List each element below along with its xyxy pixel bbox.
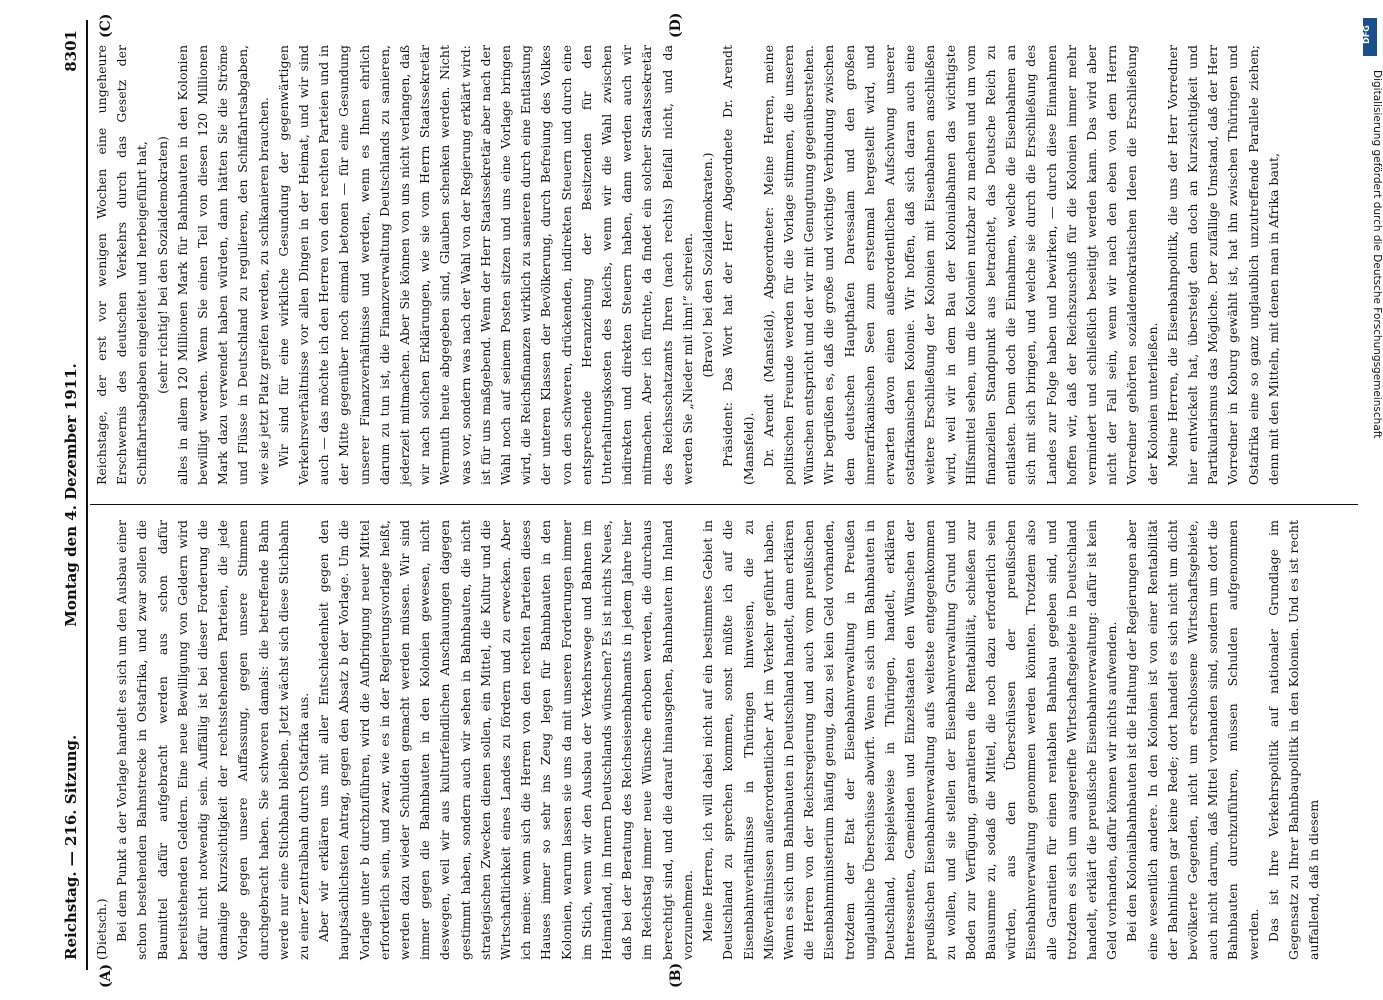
- paragraph: Wir sind für eine wirkliche Gesundung der gegenwärtigen Verkehrsverhältnisse vor allen Dingen in der Heimat, und wir sind auch — das möchte ich den Herren von den rechten Parteien und in der Mitte gegenüber noch einmal betonen — für eine Gesundung unserer Finanzverhältnisse und werden, wenn es Ihnen ehrlich darum zu tun ist, die Finanzverwaltung Deutschlands zu sanieren, jederzeit mitmachen. Aber Sie können von uns nicht verlangen, daß wir nach solchen Erklärungen, wie sie vom Herrn Staatssekretär Wermuth heute abgegeben sind, Glauben schenken werden. Nicht was vor, sondern was nach der Wahl von der Regierung erklärt wird: ist für uns maßgebend. Wenn der Herr Staatssekretär aber nach der Wahl noch auf seinem Posten sitzen und uns eine Vorlage bringen wird, die Reichsfinanzen wirklich zu sanieren durch eine Entlastung der unteren Klassen der Bevölkerung, durch Befreiung des Volkes von den schweren, drückenden, indirekten Steuern und durch eine entsprechende Heranziehung der Besitzenden für den Unterhaltungskosten des Reichs, wenn wir die Wahl zwischen indirekten und direkten Steuern haben, dann werden auch wir mitmachen. Aber ich fürchte, da findet ein solcher Staatssekretär des Reichsschatzamts Ihren (nach rechts) Beifall nicht, und da werden Sie „Nieder mit ihm!“ schreien.: [275, 45, 695, 485]
- dfg-logo: DFG: [1363, 18, 1377, 56]
- left-column: [92, 520, 1324, 960]
- page-number: 8301: [62, 30, 80, 72]
- column-divider: [90, 504, 1358, 505]
- margin-marker-d: (D): [668, 12, 684, 38]
- paragraph: alles in allem 120 Millionen Mark für Bahnbauten in den Kolonien bewilligt werden. Wenn Sie einen Teil von diesen 120 Millionen Mark dazu verwendet haben würden, dann hätten Sie die Ströme und Flüsse in Deutschland zu regulieren, den Schiffahrtsabgaben, wie sie jetzt Platz greifen werden, zu schikanieren brauchen.: [174, 45, 271, 485]
- president-remark: Präsident: Das Wort hat der Herr Abgeordnete Dr. Arendt (Mansfeld).: [720, 45, 756, 485]
- margin-marker-b: (B): [668, 962, 684, 988]
- paragraph: Bei dem Punkt a der Vorlage handelt es sich um den Ausbau einer schon bestehenden Bahnstrecke in Ostafrika, und zwar sollen die Baumittel dafür aufgebracht werden aus schon dafür bereitstehenden Geldern. Eine neue Bewilligung von Geldern wird dafür nicht notwendig sein. Auffällig ist bei dieser Forderung die damalige Kurzsichtigkeit der rechtsstehenden Parteien, die jede Vorlage gegen unsere Auffassung, gegen unsere Stimmen durchgebracht haben. Sie schworen damals: die betreffende Bahn werde nur eine Stichbahn bleiben. Jetzt wächst sich diese Stichbahn zu einer Zentralbahn durch Ostafrika aus.: [114, 520, 312, 960]
- interjection: (Bravo! bei den Sozialdemokraten.): [700, 152, 716, 378]
- paragraph: Aber wir erklären uns mit aller Entschiedenheit gegen den hauptsächlichsten Antrag, gegen den Absatz b der Vorlage. Um die Vorlage unter b durchzuführen, wird die Aufbringung neuer Mittel erforderlich sein, und zwar, wie es in der Regierungsvorlage heißt, werden dazu wieder Schulden gemacht werden müssen. Wir sind immer gegen die Bahnbauten in den Kolonien gewesen, nicht deswegen, weil wir aus kulturfeindlichen Anschauungen dagegen gestimmt haben, sondern auch wir sehen in Bahnbauten, die nicht strategischen Zwecken dienen sollen, ein Mittel, die Kultur und die Wirtschaftlichkeit eines Landes zu fördern und zu erwecken. Aber ich meine: wenn sich die Herren von den rechten Parteien dieses Hauses immer so sehr ins Zeug legen für Bahnbauten in den Kolonien, warum lassen sie uns da mit unseren Forderungen immer im Stich, wenn wir den Ausbau der Verkehrswege und Bahnen im Heimatland, im Innern Deutschlands wünschen? Es ist nichts Neues, daß bei der Beratung des Reichseisenbahnamts in jedem Jahre hier im Reichstag immer neue Wünsche erhoben werden, die durchaus berechtigt sind, und die darauf hinausgehen, Bahnbauten im Inland vorzunehmen.: [316, 520, 695, 960]
- header-rule: [86, 20, 88, 970]
- paragraph: Reichstage, der erst vor wenigen Wochen eine ungeheure Erschwernis des deutschen Verkehrs durch das Gesetz der Schiffahrtsabgaben eingeleitet und herbeigeführt hat,: [94, 45, 150, 485]
- paragraph: Bei den Kolonialbahnbauten ist die Haltung der Regierungen aber eine wesentlich andere. In den Kolonien ist von einer Rentabilität der Bahnlinien gar keine Rede; dort handelt es sich nicht um dicht bevölkerte Gegenden, nicht um erschlossene Wirtschaftsgebiete, auch nicht darum, daß Mittel vorhanden sind, sondern um dort die Bahnbauten durchzuführen, müssen Schulden aufgenommen werden.: [1124, 520, 1261, 960]
- digitization-credit: Digitalisierung gefördert durch die Deutsche Forschungsgemeinschaft: [1371, 70, 1383, 439]
- paragraph: Meine Herren, ich will dabei nicht auf ein bestimmtes Gebiet in Deutschland zu sprechen kommen, sonst müßte ich auf die Eisenbahnverhältnisse in Thüringen hinweisen, die zu Mißverhältnissen außerordentlicher Art im Verkehr geführt haben. Wenn es sich um Bahnbauten in Deutschland handelt, dann erklären die Herren von der Reichsregierung und auch vom preußischen Eisenbahnministerium häufig genug, dazu sei kein Geld vorhanden, trotzdem der Etat der Eisenbahnverwaltung in Preußen unglaubliche Überschüsse abwirft. Wenn es sich um Bahnbauten in Deutschland, beispielsweise in Thüringen, handelt, erklären Interessenten, Gemeinden und Einzelstaaten den Wünschen der preußischen Eisenbahnverwaltung aufs weiteste entgegenkommen zu wollen, und sie stellen der Eisenbahnverwaltung Grund und Boden zur Verfügung, garantieren die Rentabilität, schießen zur Bausumme zu, sodaß die Mittel, die noch dazu erforderlich sein würden, aus den Überschüssen der preußischen Eisenbahnverwaltung genommen werden könnten. Trotzdem also alle Garantien für einen rentablen Bahnbau gegeben sind, und trotzdem es sich um ausgereifte Wirtschaftsgebiete in Deutschland handelt, erklärt die preußische Eisenbahnverwaltung: dafür ist kein Geld vorhanden, dafür können wir nichts aufwenden.: [700, 520, 1120, 960]
- margin-marker-c: (C): [98, 13, 114, 38]
- right-column: [92, 45, 1284, 485]
- header-session: Reichstag. — 216. Sitzung.: [62, 734, 80, 960]
- interjection: (sehr richtig! bei den Sozialdemokraten): [154, 136, 170, 394]
- side-strip: [1361, 10, 1381, 990]
- margin-marker-a: (A): [98, 963, 114, 988]
- speaker-tag: (Dietsch.): [94, 898, 109, 960]
- document-page: [28, 0, 1358, 1000]
- paragraph: Dr. Arendt (Mansfeld), Abgeordneter: Meine Herren, meine politischen Freunde werden für die Vorlage stimmen, die unseren Wünschen entspricht und der wir mit Genugtuung gegenüberstehen. Wir begrüßen es, daß die große und wichtige Verbindung zwischen dem deutschen Haupthafen Daressalam und den großen innerafrikanischen Seen zum erstenmal hergestellt wird, und erwarten davon einen außerordentlichen Aufschwung unserer ostafrikanischen Kolonie. Wir hoffen, daß sich daran auch eine weitere Erschließung der Kolonien mit Eisenbahnen anschließen wird, weil wir in dem Bau der Kolonialbahnen das wichtigste Hilfsmittel sehen, um die Kolonien nutzbar zu machen und um vom finanziellen Standpunkt aus betrachtet, das Deutsche Reich zu entlasten. Denn doch die Einnahmen, welche die Eisenbahnen an sich mit sich bringen, und welche sie durch die Erschließung des Landes zur Folge haben und bewirken, — durch diese Einnahmen hoffen wir, daß der Reichszuschuß für die Kolonien immer mehr vermindert und schließlich beseitigt werden kann. Das wird aber nicht der Fall sein, wenn wir nach den eben von dem Herrn Vorredner gehörten sozialdemokratischen Ideen die Erschließung der Kolonien unterließen.: [760, 45, 1160, 485]
- paragraph: Das ist Ihre Verkehrspolitik auf nationaler Grundlage im Gegensatz zu Ihrer Bahnbaupolitik in den Kolonien. Und es ist recht auffallend, daß in diesem: [1265, 520, 1322, 960]
- page-header: [50, 30, 90, 960]
- header-date: Montag den 4. Dezember 1911.: [62, 363, 80, 627]
- paragraph: Meine Herren, die Eisenbahnpolitik, die uns der Herr Vorredner hier entwickelt hat, übersteigt denn doch an Kurzsichtigkeit und Partikularismus das Mögliche. Der zufällige Umstand, daß der Herr Vorredner in Koburg gewählt ist, hat ihn zwischen Thüringen und Ostafrika eine so ganz unglaublich unzutreffende Parallele ziehen; denn mit den Mitteln, mit denen man in Afrika baut,: [1164, 45, 1281, 485]
